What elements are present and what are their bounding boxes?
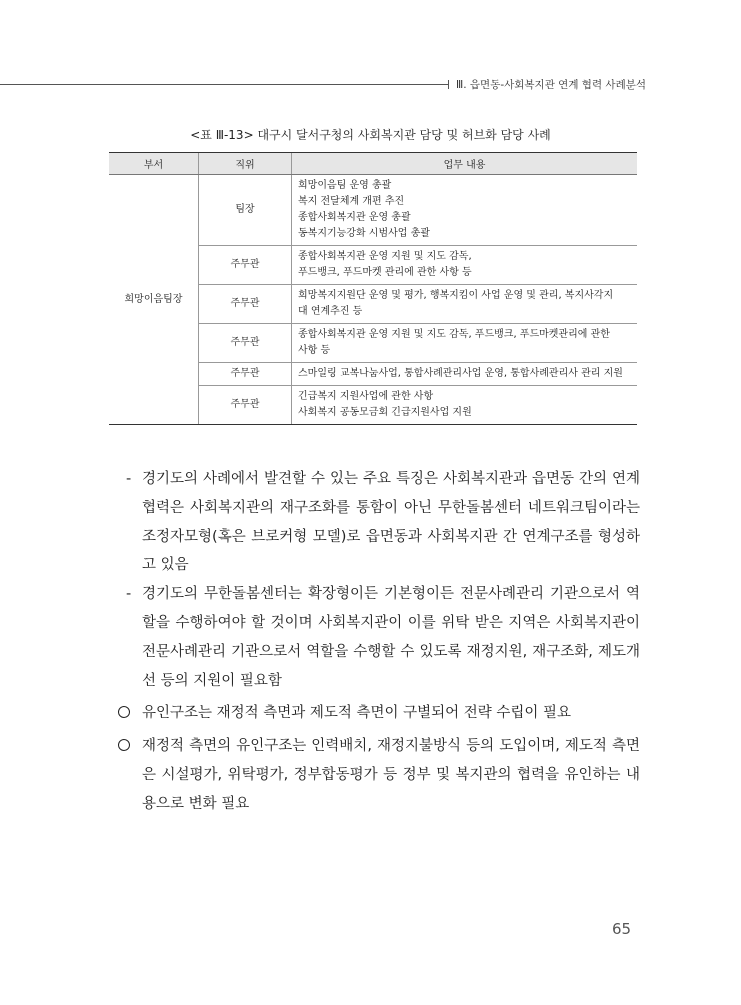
duties-cell: [292, 285, 638, 324]
duty-line: 푸드뱅크, 푸드마켓 관리에 관한 사항 등: [298, 267, 472, 278]
header-rule: [0, 84, 448, 85]
duty-line: 사회복지 공동모금회 긴급지원사업 지원: [298, 407, 472, 418]
position-cell: 주무관: [199, 324, 292, 363]
duties-cell: [292, 363, 638, 386]
duties-cell: [292, 324, 638, 363]
circle-paragraph: [114, 732, 640, 818]
header-divider: [448, 80, 449, 89]
position-cell: 팀장: [199, 175, 292, 246]
duty-line: 종합사회복지관 운영 지원 및 지도 감독, 푸드뱅크, 푸드마켓관리에 관한: [298, 329, 610, 340]
duties-cell: [292, 386, 638, 425]
duty-line: 희망이음팀 운영 총괄: [298, 180, 392, 191]
duty-line: 사항 등: [298, 345, 331, 356]
dash-bullet: -: [126, 586, 132, 603]
department-cell: 희망이음팀장: [109, 175, 199, 425]
duty-line: 희망복지지원단 운영 및 평가, 행복지킴이 사업 운영 및 관리, 복지사각지: [298, 290, 614, 301]
dash-paragraph: [114, 580, 640, 695]
circle-bullet-icon: [118, 706, 130, 718]
table-caption: <표 Ⅲ-13> 대구시 달서구청의 사회복지관 담당 및 허브화 담당 사례: [190, 128, 551, 142]
duties-cell: [292, 246, 638, 285]
circle-bullet-icon: [118, 739, 130, 751]
position-cell: 주무관: [199, 246, 292, 285]
dash-paragraph: [114, 465, 640, 580]
duty-line: 복지 전달체계 개편 추진: [298, 196, 405, 207]
column-header-duties: 업무 내용: [292, 153, 638, 175]
paragraph-text: 유인구조는 재정적 측면과 제도적 측면이 구별되어 전략 수립이 필요: [142, 705, 572, 722]
position-cell: 주무관: [199, 285, 292, 324]
dash-bullet: -: [126, 471, 132, 487]
duties-cell: [292, 175, 638, 246]
paragraph-text: 경기도의 사례에서 발견할 수 있는 주요 특징은 사회복지관과 읍면동 간의 연계협력은 사회복지관의 재구조화를 통함이 아닌 무한돌봄센터 네트워크팀이라는 조정자모형(혹은 브로커형 모델)로 읍면동과 사회복지관 간 연계구조를 형성하고 있음: [142, 471, 640, 574]
paragraph-text: 경기도의 무한돌봄센터는 확장형이든 기본형이든 전문사례관리 기관으로서 역할을 수행하여야 할 것이며 사회복지관이 이를 위탁 받은 지역은 사회복지관이 전문사례관리 기관으로서 역할을 수행할 수 있도록 재정지원, 재구조화, 제도개선 등의 지원이 필요함: [142, 586, 640, 689]
running-title: Ⅲ. 읍면동-사회복지관 연계 협력 사례분석: [456, 79, 647, 91]
column-header-position: 직위: [199, 153, 292, 175]
duty-line: 동복지기능강화 시범사업 총괄: [298, 228, 430, 239]
duty-line: 스마일링 교복나눔사업, 통합사례관리사업 운영, 통합사례관리사 관리 지원: [298, 368, 623, 379]
body-text: [114, 465, 640, 819]
duty-line: 대 연계추진 등: [298, 306, 363, 317]
duty-line: 긴급복지 지원사업에 관한 사항: [298, 391, 434, 402]
position-cell: 주무관: [199, 363, 292, 386]
duty-table: [109, 152, 637, 425]
page-number: 65: [612, 920, 632, 938]
table-header-row: [109, 153, 637, 175]
column-header-department: 부서: [109, 153, 199, 175]
table-row: [109, 175, 637, 246]
duty-line: 종합사회복지관 운영 지원 및 지도 감독,: [298, 251, 472, 262]
circle-paragraph: [114, 699, 640, 728]
duty-line: 종합사회복지관 운영 총괄: [298, 212, 411, 223]
paragraph-text: 재정적 측면의 유인구조는 인력배치, 재정지불방식 등의 도입이며, 제도적 측면은 시설평가, 위탁평가, 정부합동평가 등 정부 및 복지관의 협력을 유인하는 내용으로 변화 필요: [142, 738, 640, 812]
position-cell: 주무관: [199, 386, 292, 425]
